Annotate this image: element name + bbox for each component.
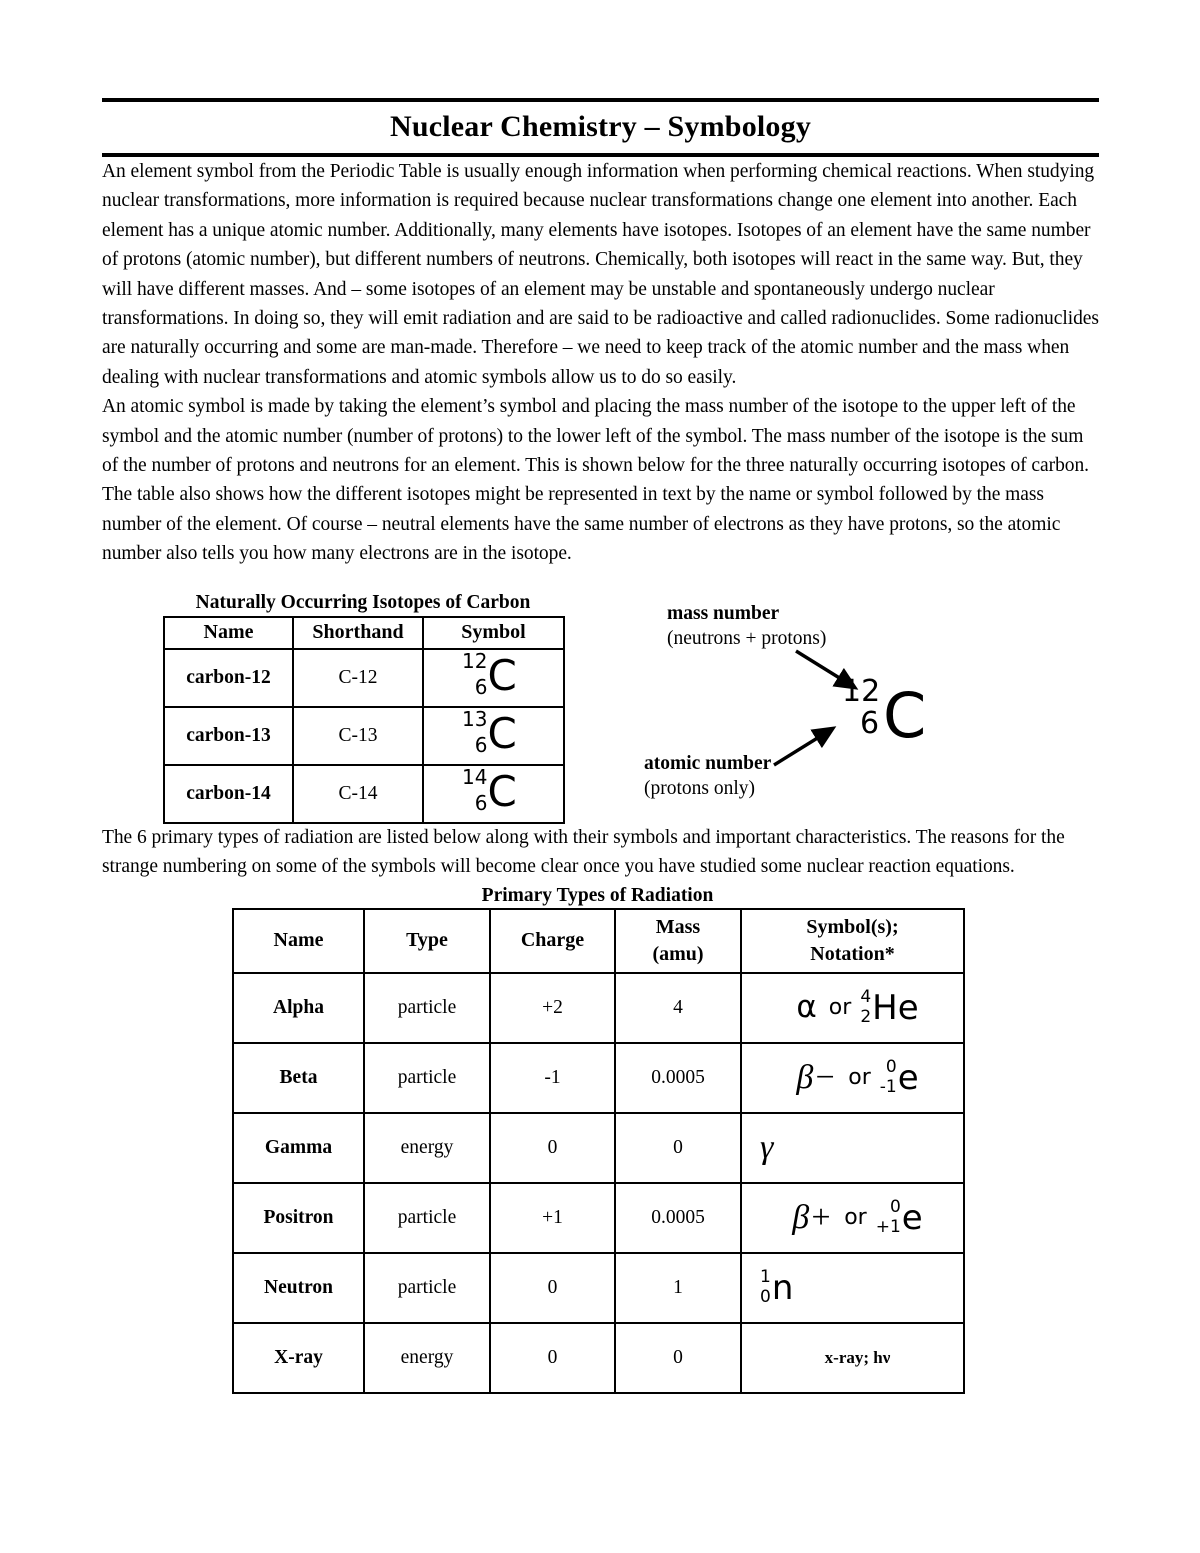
radiation-cell-mass: 1 [615, 1253, 741, 1323]
radiation-cell-symbol [741, 973, 964, 1043]
radiation-cell-charge: 0 [490, 1253, 615, 1323]
alpha-glyph: α [796, 989, 817, 1025]
table-row [233, 1253, 964, 1323]
mass-number-annotation-title: mass number [667, 602, 780, 624]
radiation-cell-name: Positron [233, 1183, 364, 1253]
radiation-cell-name: Gamma [233, 1113, 364, 1183]
carbon-cell-name: carbon-13 [164, 707, 293, 765]
symbol-group [752, 986, 963, 1030]
radiation-intro-paragraph: The 6 primary types of radiation are listed below along with their symbols and important characteristics. The reasons for the strange numbering on some of the symbols will become clear once you have studied some nuclear reaction equations. [102, 826, 1065, 878]
element-letter: C [487, 709, 517, 759]
isotope-numbers [458, 767, 488, 815]
radiation-cell-type: particle [364, 1253, 490, 1323]
title-block [102, 98, 1099, 157]
xray-notation: x-ray; hν [824, 1347, 891, 1367]
radiation-header-symbol-line1: Symbol(s); [806, 915, 899, 938]
isotope-symbol [458, 709, 530, 757]
beta-plus-glyph: β+ [792, 1198, 833, 1236]
atomic-number-arrow-icon [770, 721, 850, 773]
nuclide-mass-number: 0 [885, 1057, 897, 1077]
radiation-cell-symbol [741, 1043, 964, 1113]
radiation-cell-name: Beta [233, 1043, 364, 1113]
carbon-table-caption: Naturally Occurring Isotopes of Carbon [195, 591, 531, 613]
radiation-cell-type: particle [364, 973, 490, 1043]
table-row [233, 1043, 964, 1113]
diagram-isotope-symbol [842, 673, 952, 757]
gamma-glyph: γ [760, 1128, 774, 1166]
carbon-header-symbol: Symbol [423, 617, 564, 649]
diagram-mass-number: 12 [842, 673, 881, 709]
mass-number-annotation [667, 601, 826, 651]
isotope-symbol [458, 651, 530, 699]
nuclide-mass-number: 4 [860, 987, 872, 1007]
radiation-header-mass [615, 909, 741, 973]
mass-number: 13 [462, 707, 488, 732]
diagram-element-letter: C [883, 678, 927, 752]
radiation-cell-charge: 0 [490, 1113, 615, 1183]
isotope-numbers [458, 651, 488, 699]
atomic-number: 6 [474, 675, 488, 700]
radiation-cell-name: Neutron [233, 1253, 364, 1323]
atomic-number-annotation [644, 751, 771, 801]
radiation-cell-type: energy [364, 1323, 490, 1393]
nuclide-notation [876, 1198, 923, 1238]
nuclide-notation [860, 986, 918, 1030]
carbon-cell-shorthand: C-13 [293, 707, 423, 765]
symbol-group [752, 1198, 963, 1238]
carbon-isotopes-table-wrap [163, 591, 565, 824]
nuclide-notation [760, 1266, 793, 1310]
radiation-types-table [232, 908, 965, 1394]
table-row [164, 765, 564, 823]
radiation-cell-charge: +2 [490, 973, 615, 1043]
mass-number-annotation-sub: (neutrons + protons) [667, 627, 827, 649]
table-row [164, 707, 564, 765]
radiation-header-type: Type [364, 909, 490, 973]
radiation-cell-mass: 0 [615, 1323, 741, 1393]
nuclide-element: n [771, 1267, 794, 1308]
nuclide-numbers [760, 1266, 771, 1310]
carbon-cell-name: carbon-12 [164, 649, 293, 707]
table-row [233, 1183, 964, 1253]
diagram-atomic-number: 6 [860, 705, 880, 741]
radiation-cell-symbol [741, 1323, 964, 1393]
nuclide-notation [880, 1056, 919, 1100]
radiation-cell-mass: 4 [615, 973, 741, 1043]
page-title: Nuclear Chemistry – Symbology [389, 110, 812, 143]
table-row [233, 1113, 964, 1183]
radiation-header-name: Name [233, 909, 364, 973]
symbol-group [752, 1266, 963, 1310]
carbon-cell-shorthand: C-14 [293, 765, 423, 823]
nuclide-numbers [876, 1198, 901, 1238]
isotope-symbol [458, 767, 530, 815]
radiation-cell-name: Alpha [233, 973, 364, 1043]
nuclide-mass-number: 0 [889, 1197, 901, 1217]
radiation-cell-symbol [741, 1113, 964, 1183]
radiation-cell-mass: 0.0005 [615, 1183, 741, 1253]
nuclide-numbers [860, 986, 871, 1030]
nuclide-atomic-number: 2 [860, 1007, 872, 1027]
table-row [233, 1323, 964, 1393]
carbon-header-shorthand: Shorthand [293, 617, 423, 649]
carbon-cell-symbol [423, 707, 564, 765]
symbol-group [752, 1056, 963, 1100]
radiation-cell-name: X-ray [233, 1323, 364, 1393]
radiation-header-symbol [741, 909, 964, 973]
carbon-table-header-row [164, 617, 564, 649]
or-label: or [848, 1065, 871, 1090]
carbon-cell-shorthand: C-12 [293, 649, 423, 707]
atomic-number: 6 [474, 733, 488, 758]
radiation-table-header-row [233, 909, 964, 973]
document-page [102, 0, 1099, 1394]
mass-number: 14 [462, 765, 488, 790]
table-row [164, 649, 564, 707]
atomic-number: 6 [474, 791, 488, 816]
atomic-number-annotation-title: atomic number [644, 752, 772, 774]
carbon-section [102, 591, 1099, 823]
radiation-cell-mass: 0.0005 [615, 1043, 741, 1113]
isotope-numbers [458, 709, 488, 757]
nuclide-atomic-number: +1 [875, 1217, 901, 1237]
symbol-group [752, 1128, 963, 1166]
radiation-cell-mass: 0 [615, 1113, 741, 1183]
atomic-number-annotation-sub: (protons only) [644, 777, 756, 799]
radiation-table-caption: Primary Types of Radiation [481, 884, 714, 906]
radiation-cell-charge: +1 [490, 1183, 615, 1253]
mass-number: 12 [462, 649, 488, 674]
carbon-cell-name: carbon-14 [164, 765, 293, 823]
atomic-symbol-paragraph: An atomic symbol is made by taking the element’s symbol and placing the mass number of the isotope to the upper left of the symbol and the atomic number (number of protons) to the lower left of the symbol. The mass number of the isotope is the sum of the number of protons and neutrons for an element. This is shown below for the three naturally occurring isotopes of carbon. The table also shows how the different isotopes might be represented in text by the name or symbol followed by the mass number of the element. Of course – neutral elements have the same number of electrons as they have protons, so the atomic number also tells you how many electrons are in the isotope. [102, 396, 1089, 565]
carbon-header-name: Name [164, 617, 293, 649]
radiation-cell-charge: 0 [490, 1323, 615, 1393]
beta-minus-glyph: β− [796, 1058, 837, 1096]
nuclide-element: e [897, 1057, 919, 1098]
radiation-header-mass-line1: Mass [655, 915, 701, 938]
radiation-cell-type: energy [364, 1113, 490, 1183]
nuclide-atomic-number: 0 [760, 1287, 771, 1307]
nuclide-element: He [872, 987, 919, 1028]
nuclide-numbers [880, 1056, 897, 1100]
radiation-cell-symbol [741, 1183, 964, 1253]
element-letter: C [487, 767, 517, 817]
table-row [233, 973, 964, 1043]
radiation-cell-type: particle [364, 1183, 490, 1253]
radiation-cell-charge: -1 [490, 1043, 615, 1113]
element-letter: C [487, 651, 517, 701]
or-label: or [828, 995, 852, 1020]
nuclide-element: e [901, 1197, 923, 1238]
radiation-header-charge: Charge [490, 909, 615, 973]
isotope-annotation-diagram [642, 599, 1042, 814]
or-label: or [844, 1205, 867, 1230]
symbol-group [752, 1348, 963, 1368]
radiation-cell-symbol [741, 1253, 964, 1323]
nuclide-atomic-number: -1 [879, 1077, 897, 1097]
radiation-header-mass-line2: (amu) [652, 942, 704, 965]
radiation-header-symbol-line2: Notation* [810, 942, 895, 965]
radiation-section [102, 884, 1099, 1394]
carbon-cell-symbol [423, 649, 564, 707]
nuclide-mass-number: 1 [760, 1267, 771, 1287]
carbon-cell-symbol [423, 765, 564, 823]
carbon-isotopes-table [163, 616, 565, 824]
intro-paragraph: An element symbol from the Periodic Table is usually enough information when performing chemical reactions. When studying nuclear transformations, more information is required because nuclear transformations change one element into another. Each element has a unique atomic number. Additionally, many elements have isotopes. Isotopes of an element have the same number of protons (atomic number), but different numbers of neutrons. Chemically, both isotopes will react in the same way. But, they will have different masses. And – some isotopes of an element may be unstable and spontaneously undergo nuclear transformations. In doing so, they will emit radiation and are said to be radioactive and called radionuclides. Some radionuclides are naturally occurring and some are man-made. Therefore – we need to keep track of the atomic number and the mass when dealing with nuclear transformations and atomic symbols allow us to do so easily. [102, 161, 1099, 388]
radiation-cell-type: particle [364, 1043, 490, 1113]
